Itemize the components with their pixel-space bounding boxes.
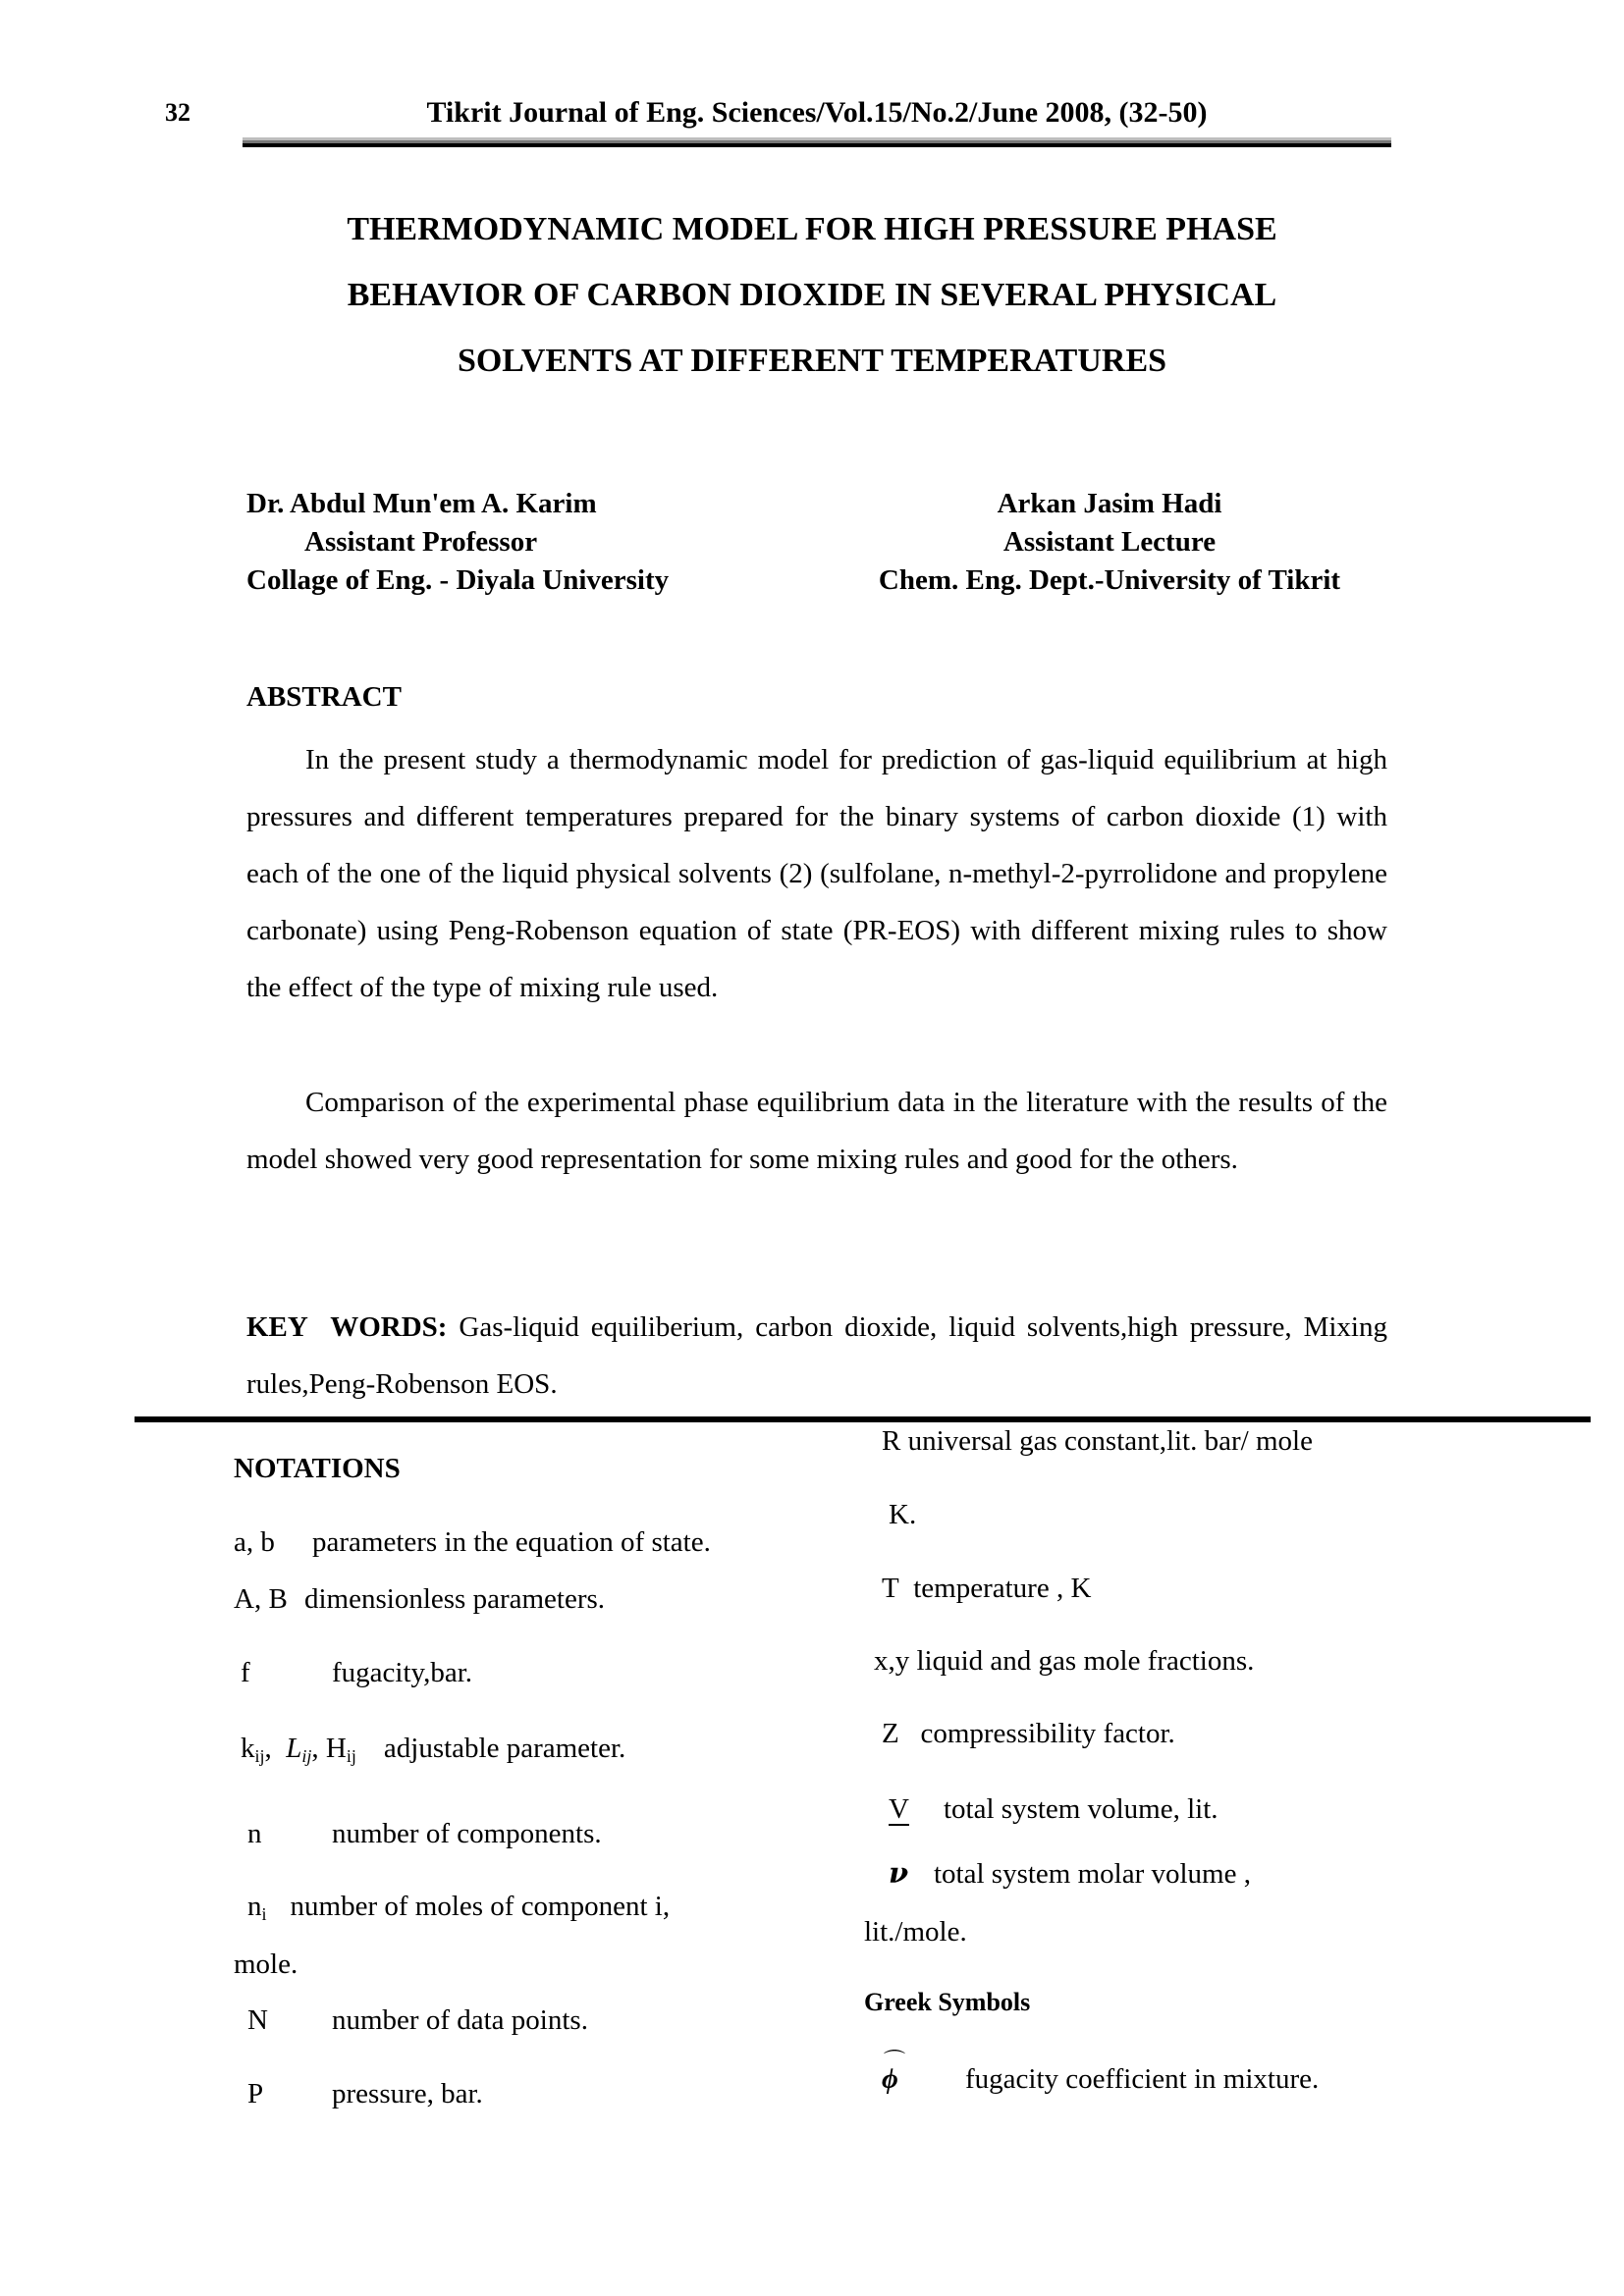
notation-symbol: a, b [234,1526,275,1558]
keywords-text: Gas-liquid equiliberium, carbon dioxide, liquid solvents,high pressure, Mixing rules,Peng-Robenson EOS. [246,1311,1387,1400]
notation-desc: compressibility factor. [920,1718,1175,1749]
title-line: SOLVENTS AT DIFFERENT TEMPERATURES [457,343,1167,379]
nu-symbol-icon: ν [889,1856,909,1890]
journal-running-head: Tikrit Journal of Eng. Sciences/Vol.15/No.2/June 2008, (32-50) [426,96,1208,129]
page-number: 32 [165,98,190,127]
notation-symbol: A, B [234,1583,288,1615]
greek-symbols-heading: Greek Symbols [864,1988,1031,2016]
notation-desc: total system molar volume , [934,1858,1251,1890]
notation-continuation: lit./mole. [864,1916,967,1948]
notation-item [241,1655,472,1690]
notation-item [889,1855,1251,1892]
notation-desc: adjustable parameter. [383,1733,626,1764]
keywords-label: KEY WORDS: [246,1311,448,1343]
notation-symbol: $n_i$ [247,1891,267,1924]
notation-desc: number of moles of component i, [290,1891,671,1922]
author-1-name: Dr. Abdul Mun'em A. Karim [246,488,597,519]
notation-desc: pressure, bar. [332,2078,483,2109]
notation-item [889,1791,1218,1827]
notation-desc: number of components. [332,1818,602,1849]
notation-item [247,1889,670,1924]
notations-heading: NOTATIONS [234,1453,401,1484]
notation-item [882,1716,1175,1751]
notation-desc: temperature , K [913,1573,1092,1604]
paper-title [196,196,1428,394]
notation-symbol: n [247,1818,262,1849]
author-2-name: Arkan Jasim Hadi [997,488,1222,519]
author-2-affiliation: Chem. Eng. Dept.-University of Tikrit [878,564,1341,596]
author-1-position: Assistant Professor [304,526,538,558]
section-divider [135,1416,1591,1422]
notation-item [234,1524,711,1560]
notation-symbol: P [247,2078,264,2109]
header-rule [243,137,1391,147]
title-line: THERMODYNAMIC MODEL FOR HIGH PRESSURE PHASE [347,211,1277,247]
notation-symbol: x,y [874,1645,910,1677]
phi-hat-symbol-icon: ⌒ ϕ [882,2049,906,2095]
abstract-paragraph: Comparison of the experimental phase equilibrium data in the literature with the results of the model showed very good representation for some mixing rules and good for the others. [246,1087,1387,1175]
notation-desc: dimensionless parameters. [304,1583,606,1615]
notation-continuation: mole. [234,1949,298,1980]
abstract-heading: ABSTRACT [246,681,402,713]
notation-item: $k_{ij}$, $L_{ij}$, $H_{ij}$ adjustable parameter. [241,1733,626,1766]
notation-item [247,2002,588,2038]
notation-symbol: V [889,1793,909,1825]
notation-symbol: R [882,1425,901,1457]
notation-desc: fugacity coefficient in mixture. [965,2063,1320,2095]
notation-item [247,1816,602,1851]
notation-desc: universal gas constant,lit. bar/ mole [907,1425,1313,1457]
notation-desc: total system volume, lit. [944,1793,1218,1825]
notation-item [247,2076,483,2111]
author-1-affiliation: Collage of Eng. - Diyala University [246,564,670,596]
notation-item [882,1423,1313,1459]
notation-symbol: N [247,2004,268,2036]
abstract-paragraph: In the present study a thermodynamic model for prediction of gas-liquid equilibrium at high pressures and different temperatures prepared for the binary systems of carbon dioxide (1) with each of the one of the liquid physical solvents (2) (sulfolane, n-methyl-2-pyrrolidone and propylene carbonate) using Peng-Robenson equation of state (PR-EOS) with different mixing rules to show the effect of the type of mixing rule used. [246,744,1387,1003]
notation-desc: parameters in the equation of state. [312,1526,711,1558]
notation-desc: number of data points. [332,2004,588,2036]
notation-item [874,1643,1254,1679]
notation-continuation: K. [889,1499,917,1530]
notation-symbol: T [882,1573,899,1604]
notation-item [882,1571,1091,1606]
notation-symbol-h: $H_{ij}$ [325,1733,356,1766]
author-2-position: Assistant Lecture [1002,526,1217,558]
notation-item [234,1581,605,1617]
notation-symbol-l: $L_{ij}$ [286,1733,312,1766]
notation-desc: fugacity,bar. [332,1657,473,1688]
title-line: BEHAVIOR OF CARBON DIOXIDE IN SEVERAL PHYSICAL [347,277,1277,313]
notation-desc: liquid and gas mole fractions. [916,1645,1255,1677]
notation-symbol-k: $k_{ij}$ [241,1733,265,1766]
keywords [246,1299,1387,1413]
notation-item [882,2049,1320,2097]
notation-symbol: f [241,1657,250,1688]
notation-symbol: Z [882,1718,899,1749]
